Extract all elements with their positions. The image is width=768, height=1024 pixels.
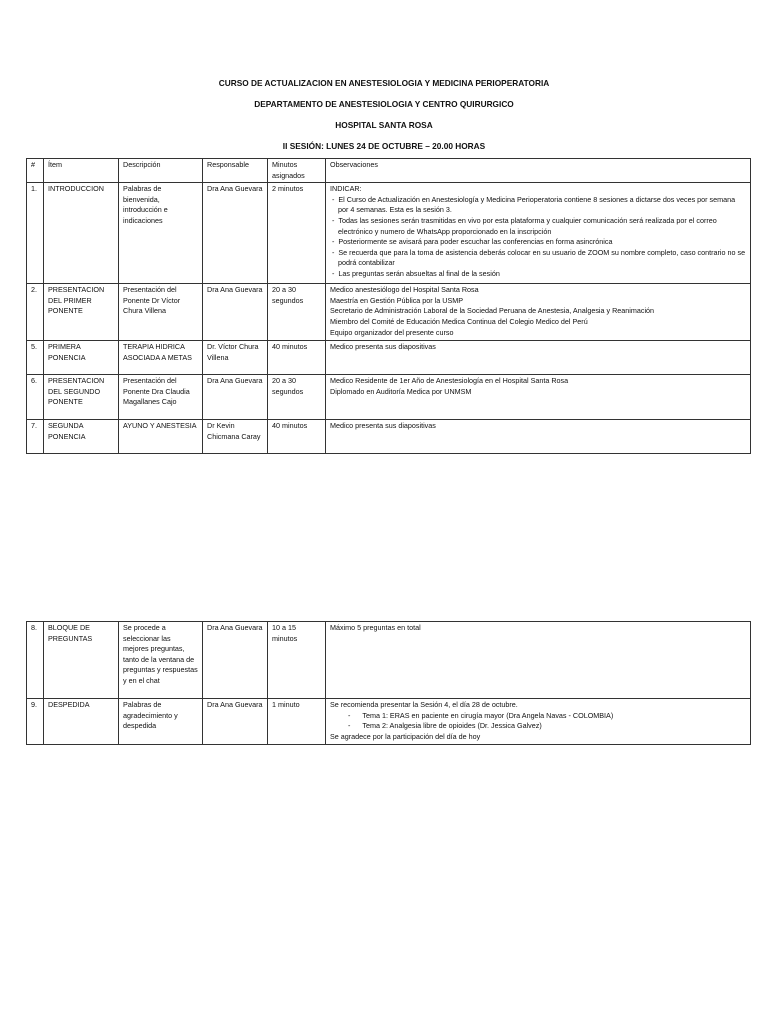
row-min: 20 a 30 segundos [268, 375, 326, 420]
row-desc: Palabras de bienvenida, introducción e indicaciones [119, 183, 203, 284]
table-row [27, 622, 751, 699]
document-header [0, 76, 768, 160]
row-num: 2. [27, 284, 44, 341]
obs-title: INDICAR: [330, 184, 362, 194]
list-item: - Se recuerda que para la toma de asistencia deberás colocar en su usuario de ZOOM su nombre completo, caso contrario no se podrá contabilizar [330, 248, 746, 269]
obs-line: Medico anestesiólogo del Hospital Santa Rosa [330, 285, 479, 295]
col-num-header: # [27, 159, 44, 183]
row-resp: Dra Ana Guevara [203, 375, 268, 420]
row-desc: Se procede a seleccionar las mejores preguntas, tanto de la ventana de preguntas y respuestas y en el chat [119, 622, 203, 699]
row-num: 8. [27, 622, 44, 699]
col-resp-header: Responsable [203, 159, 268, 183]
row-item: PRIMERA PONENCIA [44, 341, 119, 375]
row-item: DESPEDIDA [44, 699, 119, 745]
table-row [27, 699, 751, 745]
row-min: 2 minutos [268, 183, 326, 284]
row-item: SEGUNDA PONENCIA [44, 420, 119, 454]
list-item: - El Curso de Actualización en Anestesiología y Medicina Perioperatoria contiene 8 sesiones a dictarse dos veces por semana por 4 semanas. Esta es la sesión 3. [330, 195, 746, 216]
row-resp: Dr Kevin Chicmana Caray [203, 420, 268, 454]
list-item: - Tema 2: Analgesia libre de opioides (Dr. Jessica Galvez) [348, 721, 746, 732]
obs-line: Diplomado en Auditoría Medica por UNMSM [330, 386, 472, 396]
row-min: 40 minutos [268, 420, 326, 454]
course-title: CURSO DE ACTUALIZACION EN ANESTESIOLOGIA Y MEDICINA PERIOPERATORIA [218, 78, 550, 88]
row-desc: TERAPIA HIDRICA ASOCIADA A METAS [119, 341, 203, 375]
row-desc: Presentación del Ponente Dr Víctor Chura Villena [119, 284, 203, 341]
list-item: - Todas las sesiones serán trasmitidas en vivo por esta plataforma y cualquier comunicación será realizada por el correo electrónico y numero de WhatsApp proporcionado en la inscripción [330, 216, 746, 237]
row-num: 7. [27, 420, 44, 454]
table-header-row [27, 159, 751, 183]
row-obs: Medico presenta sus diapositivas [326, 420, 751, 454]
row-desc: AYUNO Y ANESTESIA [119, 420, 203, 454]
col-item-header: Ítem [44, 159, 119, 183]
row-obs [326, 183, 751, 284]
obs-list [330, 711, 746, 732]
row-item: PRESENTACION DEL SEGUNDO PONENTE [44, 375, 119, 420]
row-item: BLOQUE DE PREGUNTAS [44, 622, 119, 699]
row-resp: Dra Ana Guevara [203, 183, 268, 284]
row-resp: Dra Ana Guevara [203, 284, 268, 341]
row-item: PRESENTACION DEL PRIMER PONENTE [44, 284, 119, 341]
agenda-table-continued [26, 621, 751, 745]
row-resp: Dra Ana Guevara [203, 622, 268, 699]
row-obs [326, 699, 751, 745]
table-row [27, 341, 751, 375]
row-obs [326, 375, 751, 420]
row-obs: Medico presenta sus diapositivas [326, 341, 751, 375]
obs-intro: Se recomienda presentar la Sesión 4, el día 28 de octubre. [330, 700, 518, 709]
col-desc-header: Descripción [119, 159, 203, 183]
row-num: 9. [27, 699, 44, 745]
obs-line: Medico Residente de 1er Año de Anestesiología en el Hospital Santa Rosa [330, 376, 569, 386]
row-num: 5. [27, 341, 44, 375]
row-min: 1 minuto [268, 699, 326, 745]
row-desc: Palabras de agradecimiento y despedida [119, 699, 203, 745]
obs-line: Equipo organizador del presente curso [330, 327, 454, 337]
session-title: II SESIÓN: LUNES 24 DE OCTUBRE – 20.00 HORAS [282, 141, 486, 151]
list-item: - Posteriormente se avisará para poder escuchar las conferencias en forma asincrónica [330, 237, 746, 248]
row-obs: Máximo 5 preguntas en total [326, 622, 751, 699]
table-row [27, 284, 751, 341]
table-row [27, 420, 751, 454]
agenda-table [26, 158, 751, 454]
list-item: - Las preguntas serán absueltas al final de la sesión [330, 269, 746, 280]
row-min: 20 a 30 segundos [268, 284, 326, 341]
row-desc: Presentación del Ponente Dra Claudia Magallanes Cajo [119, 375, 203, 420]
table-row [27, 375, 751, 420]
col-min-header: Minutos asignados [268, 159, 326, 183]
obs-list [330, 195, 746, 280]
col-obs-header: Observaciones [326, 159, 751, 183]
obs-outro: Se agradece por la participación del día de hoy [330, 731, 481, 741]
row-num: 1. [27, 183, 44, 284]
row-obs [326, 284, 751, 341]
table-row [27, 183, 751, 284]
obs-line: Miembro del Comité de Educación Medica Continua del Colegio Medico del Perú [330, 316, 588, 326]
row-item: INTRODUCCION [44, 183, 119, 284]
list-item: - Tema 1: ERAS en paciente en cirugía mayor (Dra Angela Navas - COLOMBIA) [348, 711, 746, 722]
row-resp: Dra Ana Guevara [203, 699, 268, 745]
row-min: 10 a 15 minutos [268, 622, 326, 699]
row-num: 6. [27, 375, 44, 420]
department-title: DEPARTAMENTO DE ANESTESIOLOGIA Y CENTRO QUIRURGICO [254, 99, 514, 109]
row-min: 40 minutos [268, 341, 326, 375]
obs-line: Secretario de Administración Laboral de la Sociedad Peruana de Anestesia, Analgesia y Reanimación [330, 306, 655, 316]
hospital-title: HOSPITAL SANTA ROSA [335, 120, 433, 130]
obs-line: Maestría en Gestión Pública por la USMP [330, 295, 464, 305]
row-resp: Dr. Víctor Chura Villena [203, 341, 268, 375]
